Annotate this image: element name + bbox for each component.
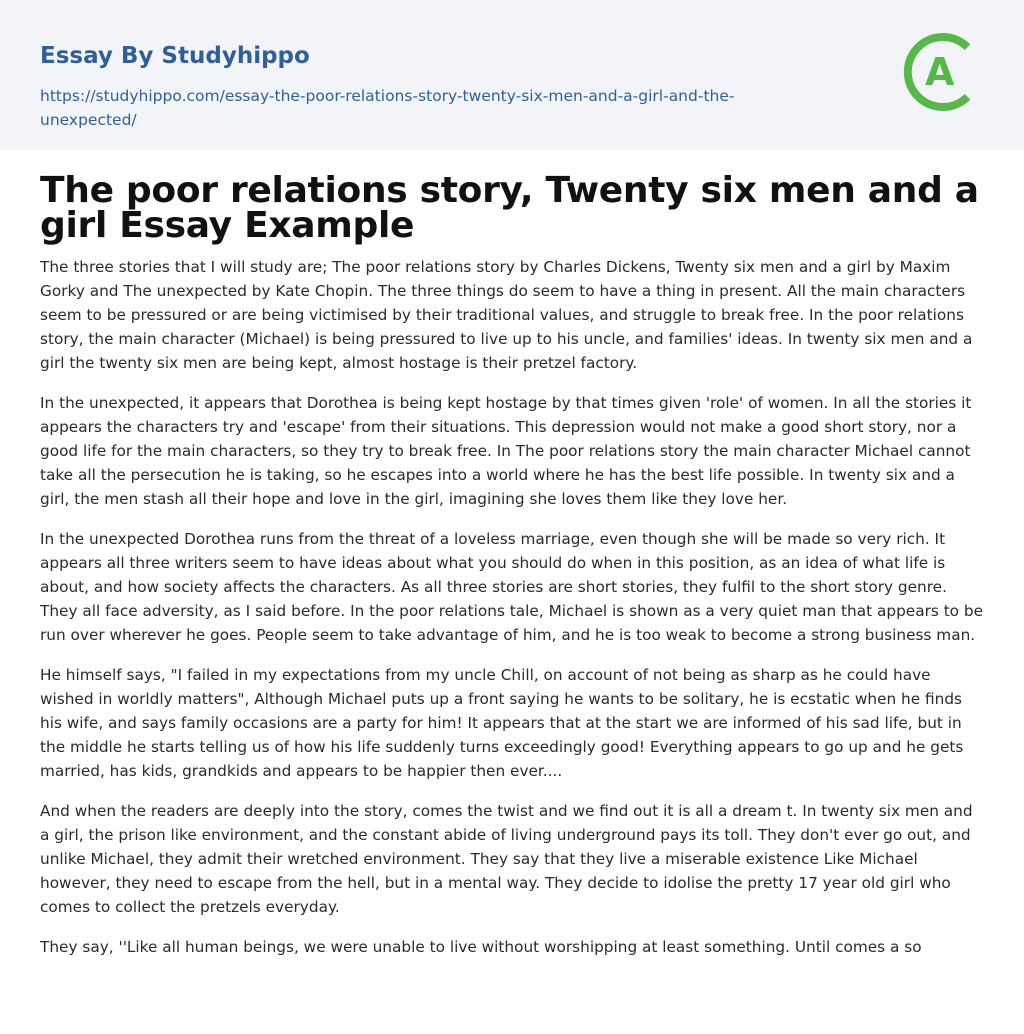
site-header [0,0,1024,150]
essay-url-link[interactable]: https://studyhippo.com/essay-the-poor-relations-story-twenty-six-men-and-a-girl-and-the-unexpected/ [40,87,735,129]
essay-paragraph: He himself says, "I failed in my expectations from my uncle Chill, on account of not being as sharp as he could have wished in worldly matters", Although Michael puts up a front saying he wants to be solitary, he is ecstatic when he finds his wife, and says family occasions are a party for him! It appears that at the start we are informed of his sad life, but in the middle he starts telling us of how his life suddenly turns exceedingly good! Everything appears to go up and he gets married, has kids, grandkids and appears to be happier then ever.... [40,666,964,780]
essay-paragraph: They say, ''Like all human beings, we were unable to live without worshipping at least something. Until comes a so [40,938,922,956]
essay-paragraph: The three stories that I will study are; The poor relations story by Charles Dickens, Twenty six men and a girl by Maxim Gorky and The unexpected by Kate Chopin. The three things do seem to have a thing in present. All the main characters seem to be pressured or are being victimised by their traditional values, and struggle to break free. In the poor relations story, the main character (Michael) is being pressured to live up to his uncle, and families' ideas. In twenty six men and a girl the twenty six men are being kept, almost hostage is their pretzel factory. [40,258,973,372]
logo-letter: A [925,50,955,94]
site-title[interactable]: Essay By Studyhippo [40,43,310,69]
studyhippo-logo-icon[interactable] [899,29,985,115]
essay-paragraph: In the unexpected Dorothea runs from the threat of a loveless marriage, even though she will be made so very rich. It appears all three writers seem to have ideas about what you should do when in this position, as an idea of what life is about, and how society affects the characters. As all three stories are short stories, they fulfil to the short story genre. They all face adversity, as I said before. In the poor relations tale, Michael is shown as a very quiet man that appears to be run over wherever he goes. People seem to take advantage of him, and he is too weak to become a strong business man. [40,530,984,644]
essay-paragraph: And when the readers are deeply into the story, comes the twist and we find out it is all a dream t. In twenty six men and a girl, the prison like environment, and the constant abide of living underground pays its toll. They don't ever go out, and unlike Michael, they admit their wretched environment. They say that they live a miserable existence Like Michael however, they need to escape from the hell, but in a mental way. They decide to idolise the pretty 17 year old girl who comes to collect the pretzels everyday. [40,802,973,916]
essay-paragraph: In the unexpected, it appears that Dorothea is being kept hostage by that times given 'role' of women. In all the stories it appears the characters try and 'escape' from their situations. This depression would not make a good short story, nor a good life for the main characters, so they try to break free. In The poor relations story the main character Michael cannot take all the persecution he is taking, so he escapes into a world where he has the best life possible. In twenty six and a girl, the men stash all their hope and love in the girl, imagining she loves them like they love her. [40,394,972,508]
essay-content [0,170,1024,959]
essay-title: The poor relations story, Twenty six men and a girl Essay Example [40,170,979,246]
